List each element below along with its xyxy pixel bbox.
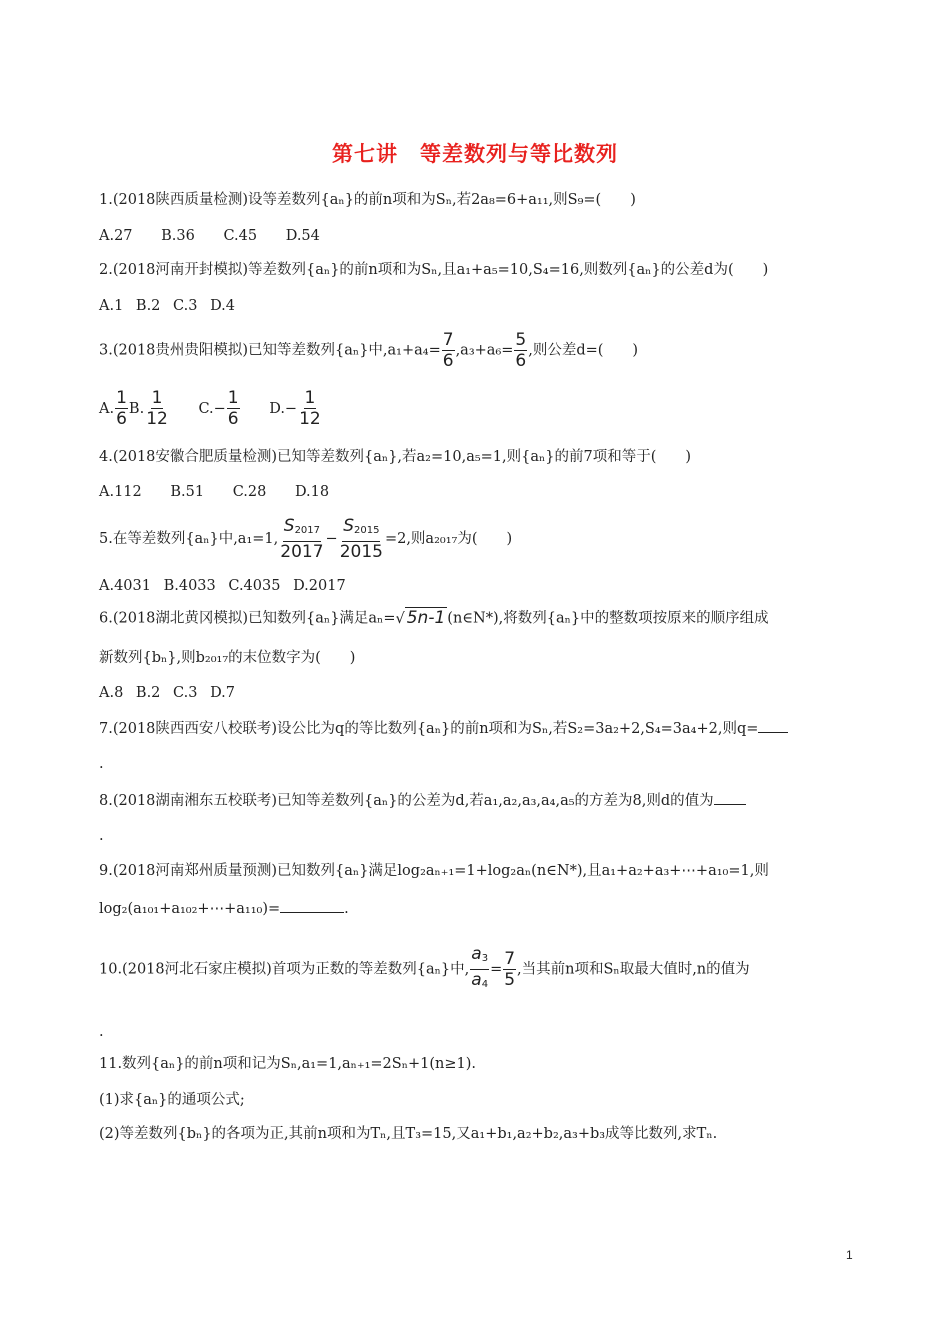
- question-10-end: .: [99, 1024, 104, 1040]
- answer-blank: [758, 718, 788, 733]
- option-a: A.1: [99, 298, 124, 314]
- page-number: 1: [846, 1248, 853, 1262]
- option-d: D.4: [210, 298, 236, 314]
- option-c: C.3: [173, 298, 198, 314]
- option-b: B.2: [135, 685, 161, 701]
- question-3: 3.(2018贵州贵阳模拟)已知等差数列{aₙ}中,a₁+a₄= $\frac{7}{6}$ ,a₃+a₆= $\frac{5}{6}$ ,则公差d=( ): [99, 330, 639, 371]
- option-a: A.112: [99, 484, 142, 500]
- fraction: $\frac{a_3}{a_4}$: [471, 944, 489, 990]
- page-title: 第七讲 等差数列与等比数列: [332, 142, 618, 166]
- fraction: $\frac{S_{2015}}{2015}$: [339, 516, 383, 562]
- question-7-end: .: [99, 756, 104, 772]
- option-c: C.− $\frac{1}{6}$: [198, 388, 239, 429]
- option-a: A.4031: [99, 578, 151, 594]
- option-b: B.36: [161, 228, 195, 244]
- option-b: B.4033: [163, 578, 216, 594]
- option-d: D.18: [294, 484, 330, 500]
- question-8-end: .: [99, 828, 104, 844]
- question-3-options: [99, 388, 323, 429]
- question-7: 7.(2018陕西西安八校联考)设公比为q的等比数列{aₙ}的前n项和为Sₙ,若S₂=3a₂+2,S₄=3a₄+2,则q=: [99, 718, 788, 739]
- option-d: D.7: [210, 685, 236, 701]
- answer-blank: [280, 898, 344, 913]
- option-a: A.8: [99, 685, 124, 701]
- option-b: B. $\frac{1}{12}$: [128, 388, 168, 429]
- question-9-line-2: log₂(a₁₀₁+a₁₀₂+⋯+a₁₁₀)= .: [99, 898, 349, 919]
- fraction: $\frac{5}{6}$: [515, 330, 527, 371]
- question-5: 5.在等差数列{aₙ}中,a₁=1, $\frac{S_{2017}}{2017}$ − $\frac{S_{2015}}{2015}$ =2,则a₂₀₁₇为( ): [99, 516, 513, 562]
- question-8: 8.(2018湖南湘东五校联考)已知等差数列{aₙ}的公差为d,若a₁,a₂,a₃,a₄,a₅的方差为8,则d的值为: [99, 790, 746, 811]
- option-c: C.28: [232, 484, 267, 500]
- option-d: D.− $\frac{1}{12}$: [269, 388, 321, 429]
- option-b: B.2: [135, 298, 161, 314]
- square-root: √ 5n-1: [395, 608, 446, 628]
- question-1-options: [99, 226, 344, 246]
- fraction: $\frac{7}{5}$: [504, 949, 516, 990]
- option-c: C.45: [223, 228, 258, 244]
- option-d: D.54: [285, 228, 320, 244]
- question-2: 2.(2018河南开封模拟)等差数列{aₙ}的前n项和为Sₙ,且a₁+a₅=10,S₄=16,则数列{aₙ}的公差d为( ): [99, 262, 769, 278]
- question-2-options: [99, 296, 243, 316]
- fraction: $\frac{S_{2017}}{2017}$: [280, 516, 324, 562]
- answer-blank: [714, 790, 746, 805]
- option-c: C.3: [173, 685, 198, 701]
- question-5-options: [99, 576, 354, 596]
- question-4: 4.(2018安徽合肥质量检测)已知等差数列{aₙ},若a₂=10,a₅=1,则{aₙ}的前7项和等于( ): [99, 449, 692, 465]
- option-b: B.51: [170, 484, 205, 500]
- option-d: D.2017: [293, 578, 346, 594]
- option-a: A. $\frac{1}{6}$: [99, 388, 127, 429]
- question-11-part-1: (1)求{aₙ}的通项公式;: [99, 1092, 245, 1108]
- question-11: 11.数列{aₙ}的前n项和记为Sₙ,a₁=1,aₙ₊₁=2Sₙ+1(n≥1).: [99, 1056, 476, 1072]
- question-4-options: [99, 482, 353, 502]
- question-6-options: [99, 683, 243, 703]
- question-6: 6.(2018湖北黄冈模拟)已知数列{aₙ}满足aₙ=√ 5n-1 (n∈N*),将数列{aₙ}中的整数项按原来的顺序组成: [99, 606, 769, 631]
- question-10: 10.(2018河北石家庄模拟)首项为正数的等差数列{aₙ}中, $\frac{a_3}{a_4}$ = $\frac{7}{5}$ ,当其前n项和Sₙ取最大值时,n的值为: [99, 944, 750, 995]
- question-11-part-2: (2)等差数列{bₙ}的各项为正,其前n项和为Tₙ,且T₃=15,又a₁+b₁,a₂+b₂,a₃+b₃成等比数列,求Tₙ.: [99, 1126, 718, 1142]
- fraction: $\frac{7}{6}$: [442, 330, 454, 371]
- option-c: C.4035: [228, 578, 281, 594]
- question-6-line-2: 新数列{bₙ},则b₂₀₁₇的末位数字为( ): [99, 650, 356, 666]
- option-a: A.27: [99, 228, 133, 244]
- question-9: 9.(2018河南郑州质量预测)已知数列{aₙ}满足log₂aₙ₊₁=1+log₂aₙ(n∈N*),且a₁+a₂+a₃+⋯+a₁₀=1,则: [99, 863, 769, 879]
- question-1: 1.(2018陕西质量检测)设等差数列{aₙ}的前n项和为Sₙ,若2a₈=6+a₁₁,则S₉=( ): [99, 192, 636, 208]
